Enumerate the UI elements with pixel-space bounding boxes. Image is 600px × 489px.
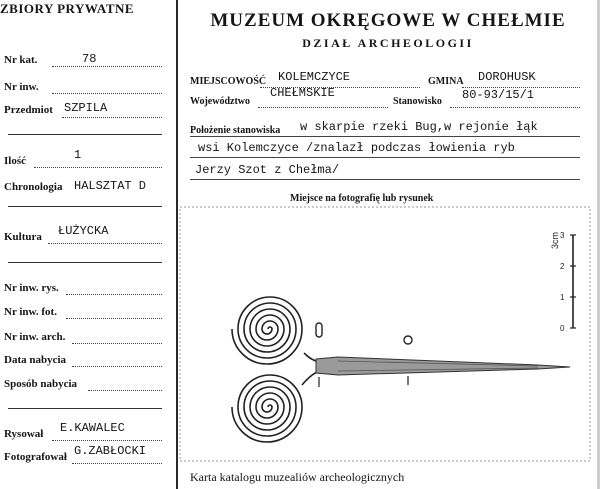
- dotted-line: [72, 343, 162, 344]
- site-location-line-1: w skarpie rzeki Bug,w rejonie łąk: [300, 120, 538, 134]
- value-object: SZPILA: [64, 101, 108, 115]
- label-quantity: Ilość: [4, 155, 26, 167]
- photo-area-border: [180, 207, 590, 461]
- rule-line: [190, 179, 580, 180]
- value-drawn-by: E.KAWALEC: [60, 421, 125, 435]
- card-footer: Karta katalogu muzealiów archeologicznych: [190, 470, 405, 484]
- dotted-line: [258, 107, 388, 108]
- label-object: Przedmiot: [4, 104, 53, 116]
- site-location-line-2: wsi Kolemczyce /znalazł podczas łowienia ryb: [198, 141, 515, 155]
- value-culture: ŁUŻYCKA: [58, 224, 109, 238]
- label-catalog-number: Nr kat.: [4, 54, 38, 66]
- value-catalog-number: 78: [82, 52, 97, 66]
- value-voivodeship: CHEŁMSKIE: [270, 86, 335, 100]
- label-voivodeship: Województwo: [190, 96, 250, 107]
- value-photographed-by: G.ZABŁOCKI: [74, 444, 147, 458]
- label-inventory-number: Nr inw.: [4, 81, 39, 93]
- department-title: DZIAŁ ARCHEOLOGII: [302, 36, 474, 50]
- value-locality: KOLEMCZYCE: [278, 70, 351, 84]
- rule-line: [190, 136, 580, 137]
- dotted-line: [66, 294, 162, 295]
- label-photo-inventory: Nr inw. fot.: [4, 306, 57, 318]
- scale-tick-2: 2: [560, 262, 565, 271]
- site-location-line-3: Jerzy Szot z Chełma/: [195, 163, 340, 177]
- label-site-location: Położenie stanowiska: [190, 125, 281, 136]
- dotted-line: [62, 117, 162, 118]
- value-quantity: 1: [74, 148, 82, 162]
- label-drawing-inventory: Nr inw. rys.: [4, 282, 59, 294]
- dotted-line: [88, 390, 162, 391]
- label-archive-inventory: Nr inw. arch.: [4, 331, 66, 343]
- blank-line: [8, 408, 162, 409]
- label-chronology: Chronologia: [4, 181, 63, 193]
- dotted-line: [34, 167, 162, 168]
- value-commune: DOROHUSK: [478, 70, 536, 84]
- dotted-line: [52, 93, 162, 94]
- label-photographed-by: Fotografował: [4, 451, 67, 463]
- label-locality: MIEJSCOWOŚĆ: [190, 76, 267, 87]
- value-site: 80-93/15/1: [462, 88, 535, 102]
- label-drawn-by: Rysował: [4, 428, 44, 440]
- dotted-line: [48, 243, 162, 244]
- label-commune: GMINA: [428, 76, 464, 87]
- scale-tick-3: 3: [560, 231, 565, 240]
- scale-label: 3cm: [550, 231, 560, 249]
- dotted-line: [52, 66, 162, 67]
- rule-line: [190, 157, 580, 158]
- dotted-line: [52, 440, 162, 441]
- dotted-line: [72, 463, 162, 464]
- scale-tick-0: 0: [560, 324, 565, 333]
- label-culture: Kultura: [4, 231, 42, 243]
- value-chronology: HALSZTAT D: [74, 179, 147, 193]
- scale-tick-1: 1: [560, 293, 565, 302]
- private-collection-header: ZBIORY PRYWATNE: [0, 1, 135, 16]
- dotted-line: [450, 107, 580, 108]
- museum-title: MUZEUM OKRĘGOWE W CHEŁMIE: [210, 10, 566, 31]
- photo-area-caption: Miejsce na fotografię lub rysunek: [290, 193, 434, 204]
- dotted-line: [66, 318, 162, 319]
- label-acquisition-method: Sposób nabycia: [4, 378, 78, 390]
- dotted-line: [72, 366, 162, 367]
- pin-drawing: [178, 205, 593, 463]
- blank-line: [8, 262, 162, 263]
- blank-line: [8, 206, 162, 207]
- blank-line: [8, 134, 162, 135]
- label-acquisition-date: Data nabycia: [4, 354, 67, 366]
- label-site: Stanowisko: [393, 96, 442, 107]
